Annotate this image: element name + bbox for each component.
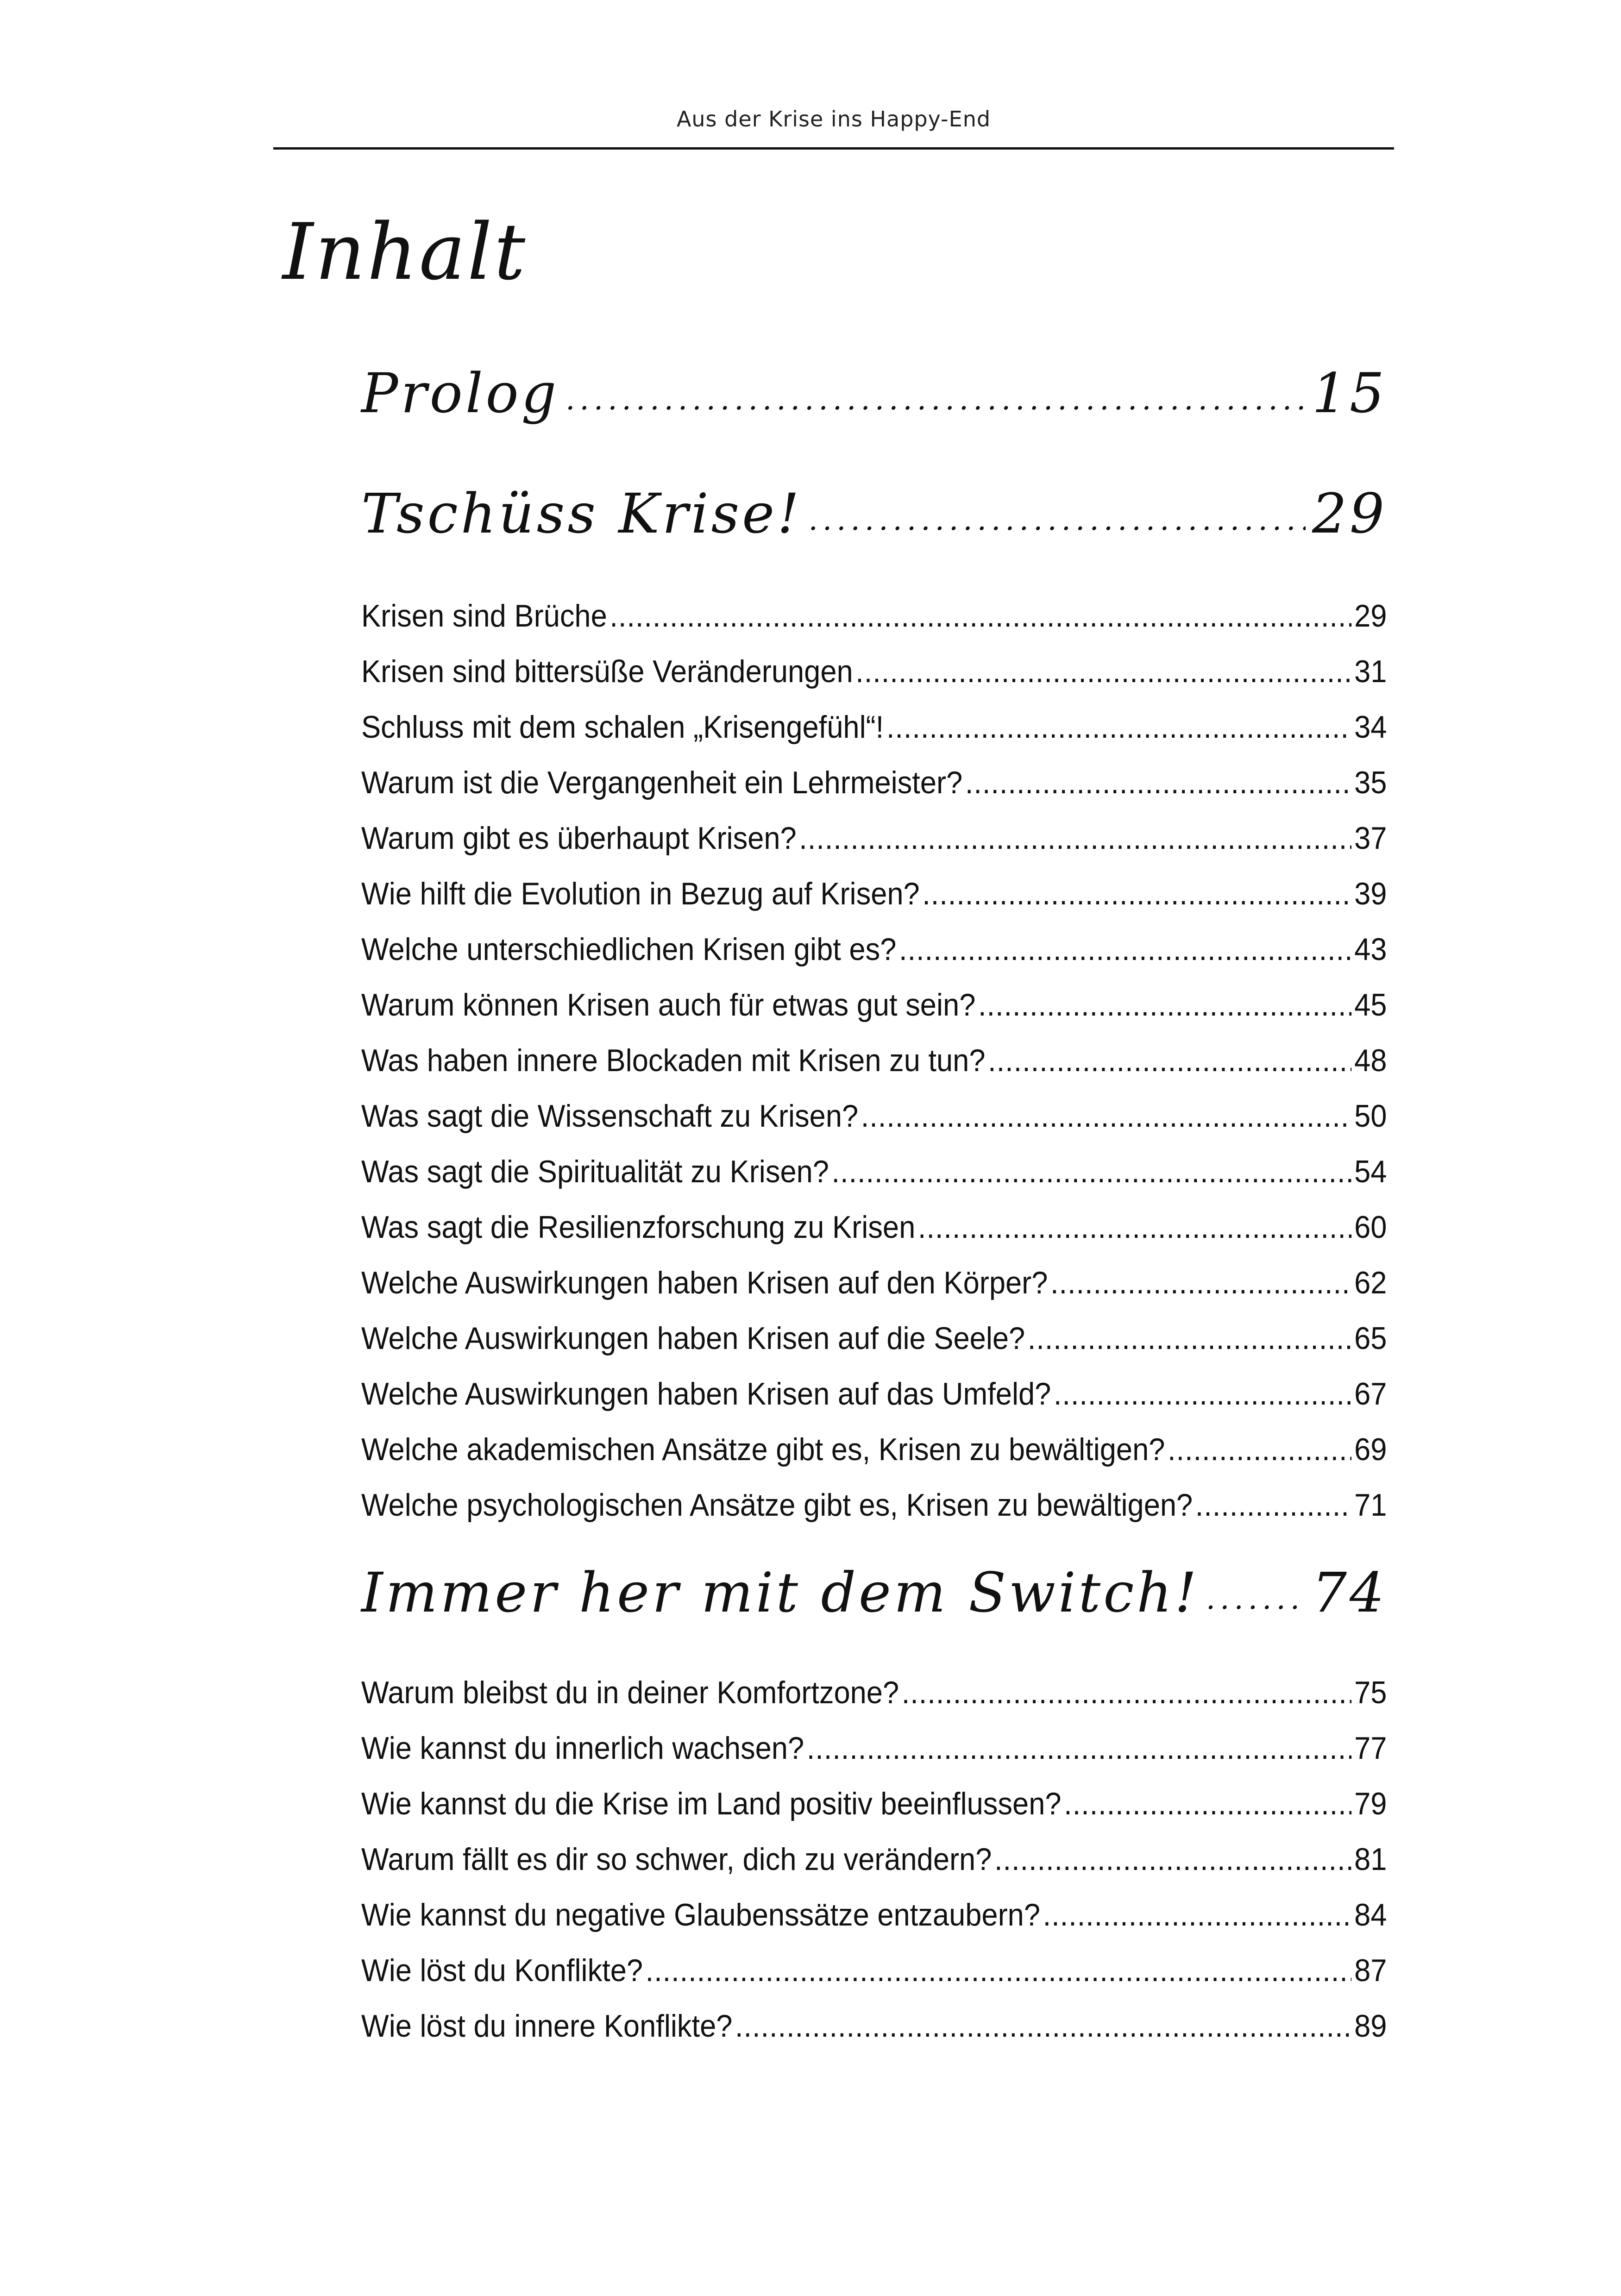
toc-entry[interactable]	[361, 1366, 1387, 1422]
dot-leader	[1206, 1584, 1306, 1614]
dot-leader	[994, 1832, 1352, 1887]
toc-entry[interactable]	[361, 1477, 1387, 1533]
toc-section-list-chapter-2	[361, 1665, 1387, 2054]
entry-title: Welche Auswirkungen haben Krisen auf das Umfeld?	[361, 1376, 1051, 1411]
entry-page-number: 31	[1354, 654, 1387, 689]
dot-leader	[1195, 1477, 1352, 1533]
dot-leader	[1050, 1255, 1352, 1311]
entry-title: Warum können Krisen auch für etwas gut sein?	[361, 987, 976, 1023]
entry-page-number: 89	[1354, 2008, 1387, 2044]
dot-leader	[565, 385, 1306, 414]
entry-title: Warum bleibst du in deiner Komfortzone?	[361, 1675, 899, 1710]
dot-leader	[918, 1199, 1352, 1255]
entry-page-number: 29	[1354, 598, 1387, 634]
dot-leader	[886, 699, 1352, 755]
entry-title: Warum gibt es überhaupt Krisen?	[361, 821, 797, 856]
toc-entry[interactable]	[361, 1832, 1387, 1887]
toc-entry[interactable]	[361, 1720, 1387, 1776]
entry-page-number: 45	[1354, 987, 1387, 1023]
entry-page-number: 60	[1354, 1210, 1387, 1245]
header-divider	[273, 147, 1394, 150]
entry-page-number: 35	[1354, 765, 1387, 800]
toc-entry[interactable]	[361, 866, 1387, 922]
chapter-title: Immer her mit dem Switch!	[361, 1561, 1200, 1625]
entry-page-number: 79	[1354, 1786, 1387, 1821]
dot-leader	[899, 922, 1352, 977]
toc-entry[interactable]	[361, 1776, 1387, 1832]
toc-entry[interactable]	[361, 1255, 1387, 1311]
entry-page-number: 65	[1354, 1321, 1387, 1356]
toc-entry[interactable]	[361, 644, 1387, 699]
entry-page-number: 54	[1354, 1154, 1387, 1189]
entry-page-number: 71	[1354, 1487, 1387, 1523]
entry-page-number: 81	[1354, 1842, 1387, 1877]
toc-entry[interactable]	[361, 977, 1387, 1033]
entry-page-number: 75	[1354, 1675, 1387, 1710]
chapter-title: Tschüss Krise!	[361, 482, 802, 546]
entry-page-number: 77	[1354, 1731, 1387, 1766]
entry-page-number: 39	[1354, 876, 1387, 911]
dot-leader	[832, 1144, 1352, 1199]
entry-title: Warum fällt es dir so schwer, dich zu verändern?	[361, 1842, 992, 1877]
dot-leader	[988, 1033, 1351, 1088]
toc-chapter-prolog[interactable]	[361, 361, 1387, 425]
entry-title: Warum ist die Vergangenheit ein Lehrmeister?	[361, 765, 963, 800]
toc-entry[interactable]	[361, 1998, 1387, 2054]
dot-leader	[1168, 1422, 1352, 1477]
entry-title: Wie kannst du die Krise im Land positiv beeinflussen?	[361, 1786, 1062, 1821]
dot-leader	[1028, 1311, 1352, 1366]
entry-title: Welche unterschiedlichen Krisen gibt es?	[361, 932, 897, 967]
dot-leader	[1043, 1887, 1352, 1943]
toc-entry[interactable]	[361, 1887, 1387, 1943]
dot-leader	[609, 588, 1351, 644]
entry-title: Welche Auswirkungen haben Krisen auf den Körper?	[361, 1265, 1048, 1300]
toc-section-list-chapter-1	[361, 588, 1387, 1533]
toc-title: Inhalt	[283, 207, 528, 297]
dot-leader	[855, 644, 1351, 699]
entry-title: Wie kannst du innerlich wachsen?	[361, 1731, 804, 1766]
entry-title: Was sagt die Wissenschaft zu Krisen?	[361, 1098, 859, 1134]
chapter-page-number: 29	[1312, 482, 1387, 546]
entry-title: Wie kannst du negative Glaubenssätze entzaubern?	[361, 1897, 1041, 1932]
entry-page-number: 62	[1354, 1265, 1387, 1300]
entry-title: Wie löst du innere Konflikte?	[361, 2008, 733, 2044]
entry-page-number: 67	[1354, 1376, 1387, 1411]
entry-page-number: 87	[1354, 1953, 1387, 1988]
chapter-title: Prolog	[361, 361, 559, 425]
entry-page-number: 48	[1354, 1043, 1387, 1078]
dot-leader	[807, 1720, 1352, 1776]
entry-page-number: 69	[1354, 1432, 1387, 1467]
dot-leader	[978, 977, 1352, 1033]
dot-leader	[735, 1998, 1351, 2054]
entry-title: Welche akademischen Ansätze gibt es, Krisen zu bewältigen?	[361, 1432, 1165, 1467]
entry-page-number: 37	[1354, 821, 1387, 856]
toc-entry[interactable]	[361, 922, 1387, 977]
entry-title: Schluss mit dem schalen „Krisengefühl“!	[361, 709, 884, 745]
toc-entry[interactable]	[361, 1088, 1387, 1144]
dot-leader	[646, 1943, 1352, 1998]
entry-title: Welche psychologischen Ansätze gibt es, Krisen zu bewältigen?	[361, 1487, 1193, 1523]
entry-title: Was sagt die Spiritualität zu Krisen?	[361, 1154, 829, 1189]
toc-chapter-tschuess-krise[interactable]	[361, 482, 1387, 546]
dot-leader	[922, 866, 1351, 922]
toc-chapter-immer-her-mit-dem-switch[interactable]	[361, 1561, 1387, 1625]
dot-leader	[799, 810, 1351, 866]
entry-title: Was sagt die Resilienzforschung zu Krisen	[361, 1210, 916, 1245]
dot-leader	[902, 1665, 1352, 1720]
toc-entry[interactable]	[361, 810, 1387, 866]
entry-title: Was haben innere Blockaden mit Krisen zu tun?	[361, 1043, 986, 1078]
toc-entry[interactable]	[361, 1311, 1387, 1366]
toc-entry[interactable]	[361, 1665, 1387, 1720]
dot-leader	[861, 1088, 1352, 1144]
entry-title: Wie hilft die Evolution in Bezug auf Krisen?	[361, 876, 920, 911]
dot-leader	[808, 505, 1305, 535]
toc-entry[interactable]	[361, 1422, 1387, 1477]
entry-page-number: 84	[1354, 1897, 1387, 1932]
entry-page-number: 50	[1354, 1098, 1387, 1134]
entry-title: Krisen sind Brüche	[361, 598, 607, 634]
entry-title: Welche Auswirkungen haben Krisen auf die Seele?	[361, 1321, 1025, 1356]
toc-entry[interactable]	[361, 1144, 1387, 1199]
toc-entry[interactable]	[361, 699, 1387, 755]
entry-title: Wie löst du Konflikte?	[361, 1953, 643, 1988]
dot-leader	[965, 755, 1352, 810]
entry-title: Krisen sind bittersüße Veränderungen	[361, 654, 853, 689]
chapter-page-number: 15	[1312, 361, 1387, 425]
chapter-page-number: 74	[1312, 1561, 1387, 1625]
toc-entry[interactable]	[361, 1199, 1387, 1255]
dot-leader	[1064, 1776, 1351, 1832]
toc-entry[interactable]	[361, 1033, 1387, 1088]
running-header: Aus der Krise ins Happy-End	[676, 107, 991, 132]
toc-entry[interactable]	[361, 1943, 1387, 1998]
dot-leader	[1054, 1366, 1352, 1422]
entry-page-number: 43	[1354, 932, 1387, 967]
toc-entry[interactable]	[361, 588, 1387, 644]
entry-page-number: 34	[1354, 709, 1387, 745]
toc-entry[interactable]	[361, 755, 1387, 810]
